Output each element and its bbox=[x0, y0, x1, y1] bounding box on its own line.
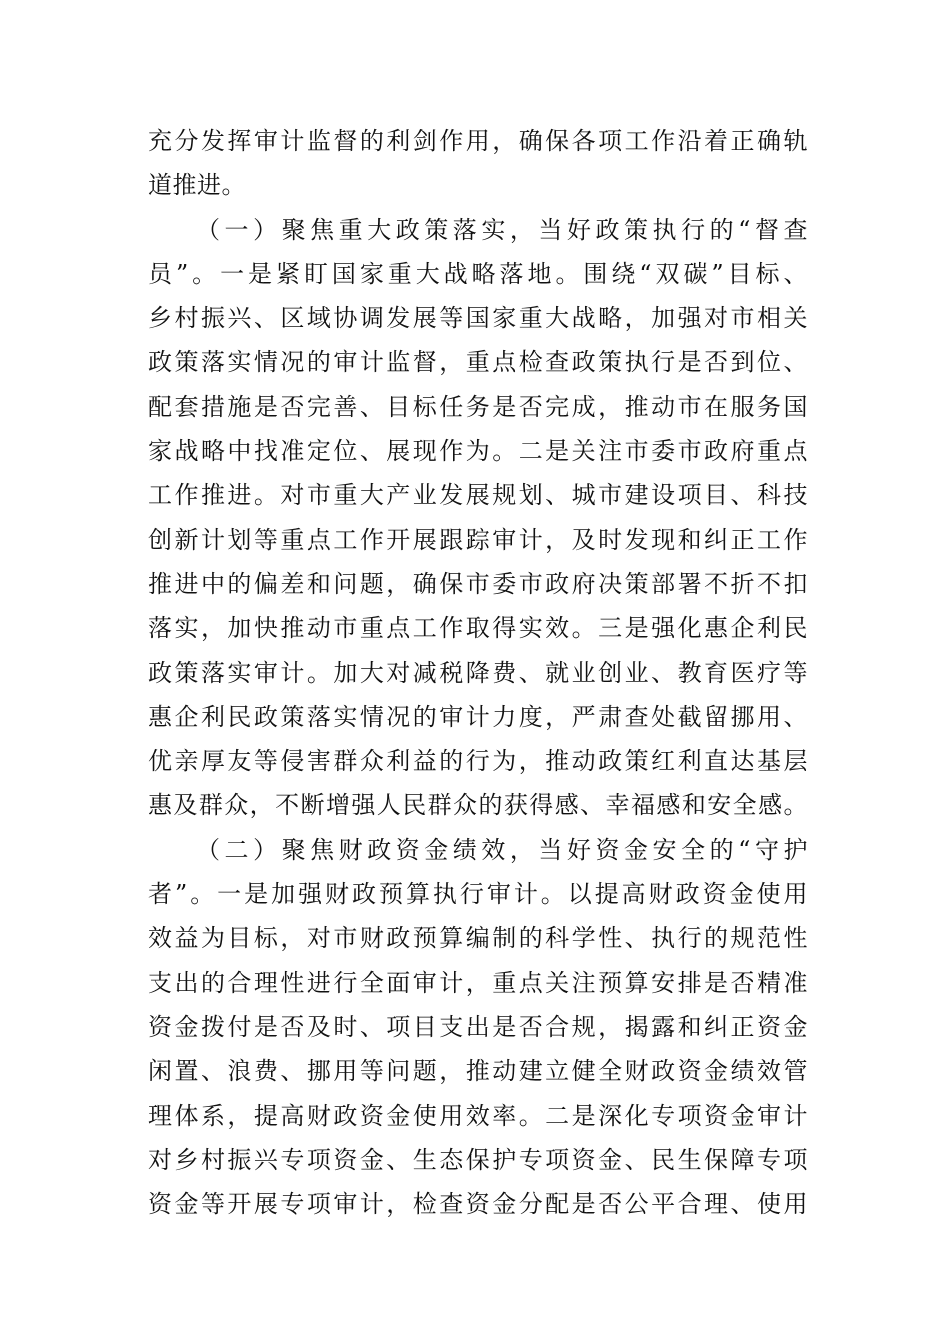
text-line: 落实，加快推动市重点工作取得实效。三是强化惠企利民 bbox=[148, 614, 808, 643]
text-line: 惠企利民政策落实情况的审计力度，严肃查处截留挪用、 bbox=[148, 702, 808, 731]
text-line: 员”。一是紧盯国家重大战略落地。围绕“双碳”目标、 bbox=[148, 259, 808, 288]
text-line: 推进中的偏差和问题，确保市委市政府决策部署不折不扣 bbox=[148, 569, 808, 598]
document-body bbox=[148, 119, 808, 1226]
text-line: 惠及群众，不断增强人民群众的获得感、幸福感和安全感。 bbox=[148, 791, 808, 820]
text-line: 资金等开展专项审计，检查资金分配是否公平合理、使用 bbox=[148, 1190, 808, 1219]
text-line: 道推进。 bbox=[148, 171, 246, 200]
text-line: 乡村振兴、区域协调发展等国家重大战略，加强对市相关 bbox=[148, 304, 808, 333]
text-line: 创新计划等重点工作开展跟踪审计，及时发现和纠正工作 bbox=[148, 525, 808, 554]
text-line: （二）聚焦财政资金绩效，当好资金安全的“守护 bbox=[196, 835, 808, 864]
text-line: 理体系，提高财政资金使用效率。二是深化专项资金审计 bbox=[148, 1101, 808, 1130]
text-line: 配套措施是否完善、目标任务是否完成，推动市在服务国 bbox=[148, 392, 808, 421]
text-line: 者”。一是加强财政预算执行审计。以提高财政资金使用 bbox=[148, 880, 808, 909]
text-line: 政策落实情况的审计监督，重点检查政策执行是否到位、 bbox=[148, 348, 808, 377]
text-line: 对乡村振兴专项资金、生态保护专项资金、民生保障专项 bbox=[148, 1145, 808, 1174]
text-line: 充分发挥审计监督的利剑作用，确保各项工作沿着正确轨 bbox=[148, 127, 808, 155]
text-line: （一）聚焦重大政策落实，当好政策执行的“督查 bbox=[196, 215, 808, 244]
text-line: 优亲厚友等侵害群众利益的行为，推动政策红利直达基层 bbox=[148, 747, 808, 776]
text-line: 支出的合理性进行全面审计，重点关注预算安排是否精准 bbox=[148, 968, 808, 997]
text-line: 家战略中找准定位、展现作为。二是关注市委市政府重点 bbox=[148, 437, 808, 466]
text-line: 效益为目标，对市财政预算编制的科学性、执行的规范性 bbox=[148, 924, 808, 953]
text-line: 闲置、浪费、挪用等问题，推动建立健全财政资金绩效管 bbox=[148, 1057, 808, 1086]
text-line: 资金拨付是否及时、项目支出是否合规，揭露和纠正资金 bbox=[148, 1012, 808, 1041]
text-line: 工作推进。对市重大产业发展规划、城市建设项目、科技 bbox=[148, 481, 808, 510]
text-line: 政策落实审计。加大对减税降费、就业创业、教育医疗等 bbox=[148, 658, 808, 687]
